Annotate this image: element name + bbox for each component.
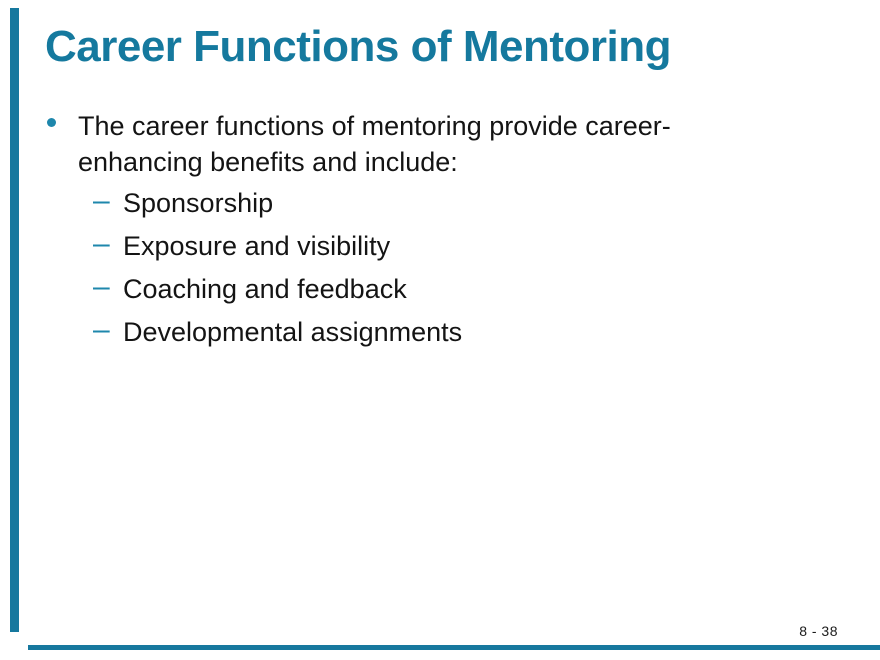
- sub-bullet-label: Exposure and visibility: [123, 231, 391, 261]
- sub-bullet-item: [93, 229, 462, 272]
- sub-bullet-item: [93, 272, 462, 315]
- page-number: 8 - 38: [799, 623, 838, 639]
- dash-icon: –: [93, 313, 110, 346]
- bullet-dot-icon: [47, 118, 56, 127]
- bullet-item: [47, 108, 747, 180]
- bullet-text: The career functions of mentoring provide career-enhancing benefits and include:: [78, 111, 671, 177]
- sub-bullet-list: [93, 186, 462, 358]
- dash-icon: –: [93, 227, 110, 260]
- dash-icon: –: [93, 184, 110, 217]
- dash-icon: –: [93, 270, 110, 303]
- left-accent-bar: [10, 8, 19, 632]
- sub-bullet-label: Sponsorship: [123, 188, 274, 218]
- bottom-accent-line: [28, 645, 880, 650]
- slide-title: Career Functions of Mentoring: [45, 22, 671, 71]
- sub-bullet-item: [93, 186, 462, 229]
- sub-bullet-label: Coaching and feedback: [123, 274, 407, 304]
- sub-bullet-item: [93, 315, 462, 358]
- sub-bullet-label: Developmental assignments: [123, 317, 463, 347]
